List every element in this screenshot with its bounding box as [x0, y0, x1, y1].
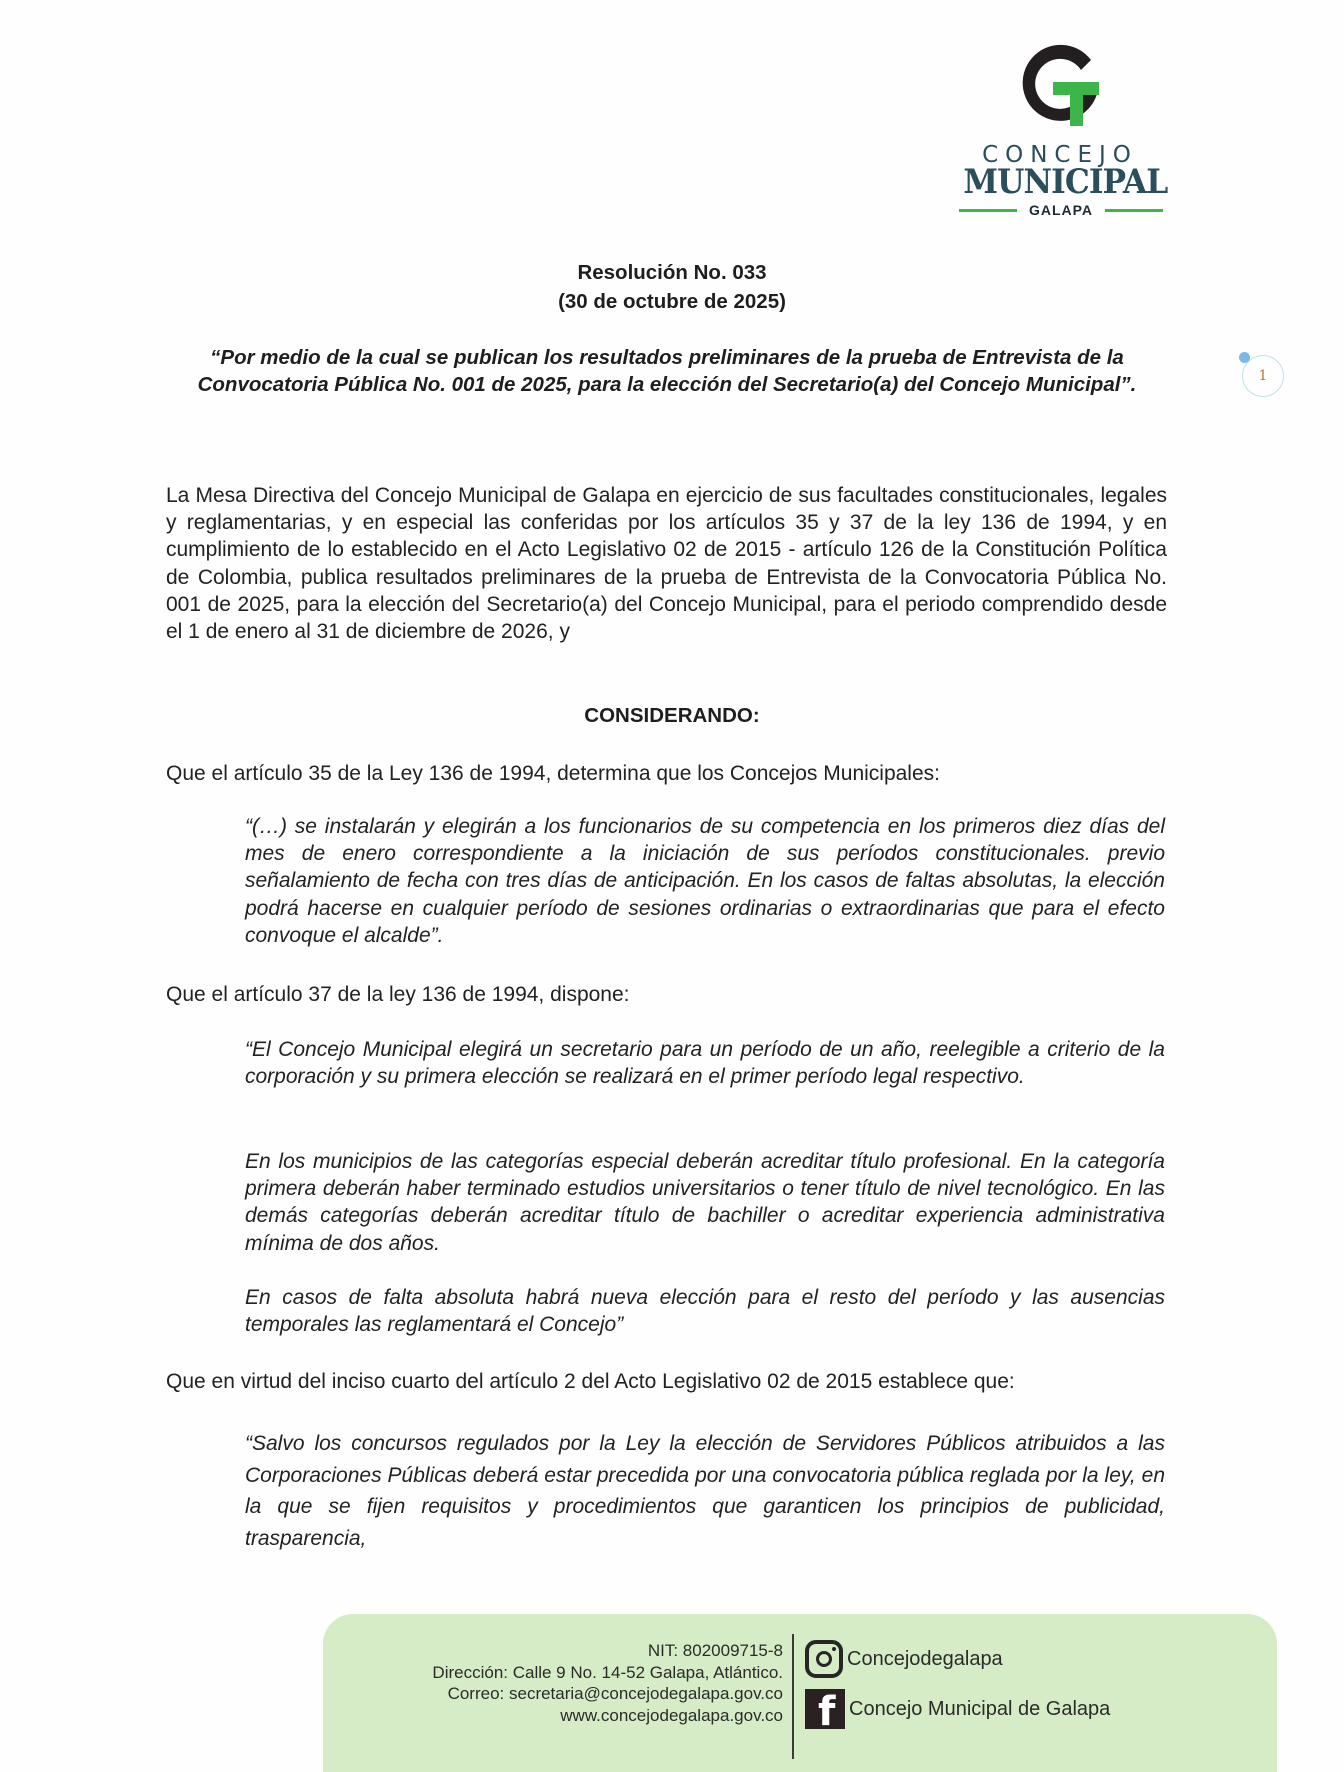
instagram-icon [805, 1640, 843, 1678]
contact-footer [323, 1614, 1277, 1772]
contact-info [323, 1640, 783, 1726]
resolution-number: Resolución No. 033 [577, 261, 767, 284]
section-lead: Que el artículo 37 de la ley 136 de 1994, dispone: [166, 983, 630, 1006]
facebook-link[interactable] [805, 1686, 1245, 1732]
email-link[interactable]: Correo: secretaria@concejodegalapa.gov.co [447, 1684, 783, 1703]
section-lead: Que en virtud del inciso cuarto del artículo 2 del Acto Legislativo 02 de 2015 establece que: [166, 1370, 1015, 1393]
gt-monogram-icon [1013, 38, 1109, 134]
logo-galapa-row [959, 202, 1163, 218]
intro-paragraph: La Mesa Directiva del Concejo Municipal de Galapa en ejercicio de sus facultades constitucionales, legales y reglamentarias, y en especial las conferidas por los artículos 35 y 37 de la ley 136 de 1994, y en cumplimiento de lo establecido en el Acto Legislativo 02 de 2015 - artículo 126 de la Constitución Política de Colombia, publica resultados preliminares de la prueba de Entrevista de la Convocatoria Pública No. 001 de 2025, para la elección del Secretario(a) del Concejo Municipal, para el periodo comprendido desde el 1 de enero al 31 de diciembre de 2026, y [166, 484, 1167, 644]
concejo-logo [955, 38, 1168, 228]
logo-text-municipal: MUNICIPAL [963, 162, 1168, 202]
legal-quote: “(…) se instalarán y elegirán a los funcionarios de su competencia en los primeros diez días del mes de enero correspondiente a la iniciación de sus períodos constitucionales. previo señalamiento de fecha con tres días de anticipación. En los casos de faltas absolutas, la elección podrá hacerse en cualquier período de sesiones ordinarias o extraordinarias que para el efecto convoque el alcalde”. [245, 815, 1165, 947]
facebook-label: Concejo Municipal de Galapa [849, 1697, 1111, 1720]
logo-divider-left [959, 209, 1017, 212]
instagram-handle: Concejodegalapa [847, 1647, 1003, 1670]
page-number: 1 [1258, 368, 1268, 384]
footer-divider [792, 1634, 794, 1759]
page-number-badge[interactable] [1242, 355, 1284, 397]
resolution-title: “Por medio de la cual se publican los resultados preliminares de la prueba de Entrevista de la Convocatoria Pública No. 001 de 2025, para la elección del Secretario(a) del Concejo Municipal”. [197, 346, 1137, 396]
legal-quote: En casos de falta absoluta habrá nueva elección para el resto del período y las ausencias temporales las reglamentará el Concejo” [245, 1286, 1165, 1337]
considerando-heading: CONSIDERANDO: [584, 704, 760, 727]
address-text: Dirección: Calle 9 No. 14-52 Galapa, Atlántico. [432, 1662, 783, 1682]
section-lead: Que el artículo 35 de la Ley 136 de 1994, determina que los Concejos Municipales: [166, 762, 940, 785]
instagram-link[interactable] [805, 1636, 1245, 1682]
nit-text: NIT: 802009715-8 [647, 1641, 783, 1660]
resolution-date: (30 de octubre de 2025) [558, 290, 786, 313]
logo-text-concejo: CONCEJO [982, 142, 1138, 168]
logo-text-galapa: GALAPA [1028, 202, 1094, 218]
website-link[interactable]: www.concejodegalapa.gov.co [560, 1705, 783, 1725]
badge-dot-icon [1239, 352, 1250, 363]
legal-quote: En los municipios de las categorías especial deberán acreditar título profesional. En la categoría primera deberán haber terminado estudios universitarios o tener título de nivel tecnológico. En las demás categorías deberán acreditar título de bachiller o acreditar experiencia administrativa mínima de dos años. [245, 1150, 1165, 1255]
social-links [805, 1636, 1245, 1736]
legal-quote: “Salvo los concursos regulados por la Ley la elección de Servidores Públicos atribuidos a las Corporaciones Públicas deberá estar precedida por una convocatoria pública reglada por la ley, en la que se fijen requisitos y procedimientos que garanticen los principios de publicidad, trasparencia, [245, 1432, 1165, 1550]
facebook-icon: f [805, 1689, 845, 1729]
logo-divider-right [1105, 209, 1163, 212]
legal-quote: “El Concejo Municipal elegirá un secretario para un período de un año, reelegible a criterio de la corporación y su primera elección se realizará en el primer período legal respectivo. [245, 1038, 1165, 1089]
